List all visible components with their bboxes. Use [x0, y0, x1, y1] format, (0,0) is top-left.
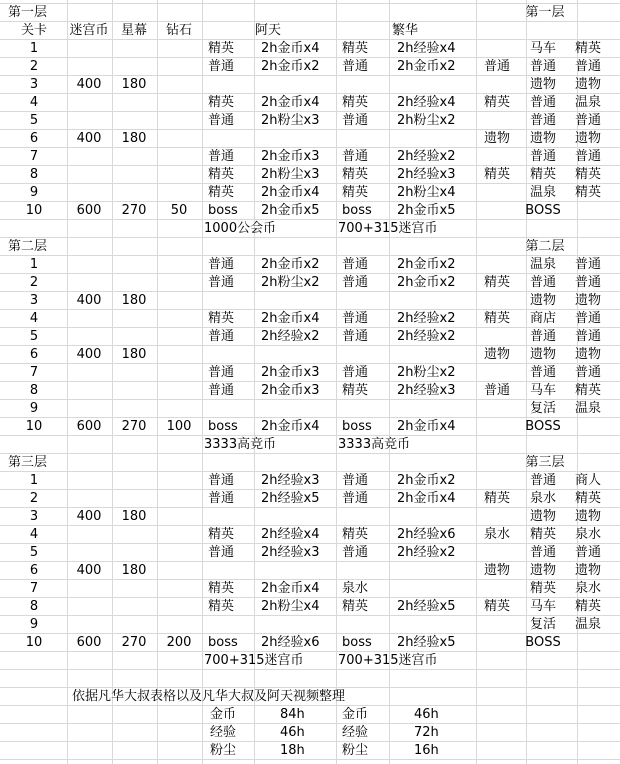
floor-3-row-7-path-3: 泉水	[574, 581, 602, 596]
floor-2-row-2-stage: 2	[29, 275, 39, 290]
floor-1-row-5-fanhua-type: 普通	[342, 113, 369, 128]
floor-2-row-5-atian-reward: 2h经验x2	[261, 329, 320, 344]
floor-3-row-9-stage: 9	[29, 617, 39, 632]
summary-row-3-col-3: 粉尘	[342, 743, 369, 758]
floor-2-row-7-path-2: 普通	[529, 365, 557, 380]
floor-1-row-10-stage: 10	[25, 203, 43, 218]
floor-3-row-3-path-2: 遗物	[529, 509, 557, 524]
floor-1-title: 第一层	[8, 5, 48, 20]
floor-2-row-8-path-2: 马车	[529, 383, 557, 398]
floor-3-row-8-atian-type: 精英	[208, 599, 235, 614]
source-note: 依据凡华大叔表格以及凡华大叔及阿天视频整理	[72, 689, 346, 704]
floor-1-row-3-path-2: 遗物	[529, 77, 557, 92]
summary-row-3-col-4: 16h	[414, 743, 439, 758]
floor-2-row-2-fanhua-type: 普通	[342, 275, 369, 290]
floor-3-row-8-path-3: 精英	[574, 599, 602, 614]
floor-3-row-1-fanhua-type: 普通	[342, 473, 369, 488]
floor-2-row-6-stage: 6	[29, 347, 39, 362]
floor-2-row-3-path-2: 遗物	[529, 293, 557, 308]
floor-1-row-4-path-2: 普通	[529, 95, 557, 110]
floor-1-row-7-path-2: 普通	[529, 149, 557, 164]
floor-1-row-5-path-3: 普通	[574, 113, 602, 128]
floor-1-row-9-stage: 9	[29, 185, 39, 200]
floor-3-row-10-maze-coins: 600	[76, 635, 102, 650]
floor-3-row-8-stage: 8	[29, 599, 39, 614]
floor-2-row-8-stage: 8	[29, 383, 39, 398]
floor-1-row-6-stage: 6	[29, 131, 39, 146]
floor-1-row-5-stage: 5	[29, 113, 39, 128]
floor-3-row-8-path-1: 精英	[483, 599, 511, 614]
floor-3-row-6-maze-coins: 400	[76, 563, 102, 578]
floor-2-row-5-atian-type: 普通	[208, 329, 235, 344]
floor-2-row-2-atian-type: 普通	[208, 275, 235, 290]
floor-2-row-9-stage: 9	[29, 401, 39, 416]
floor-2-row-5-path-2: 普通	[529, 329, 557, 344]
floor-2-row-2-path-3: 普通	[574, 275, 602, 290]
floor-1-row-8-fanhua-reward: 2h经验x3	[397, 167, 456, 182]
floor-2-row-7-atian-type: 普通	[208, 365, 235, 380]
floor-2-reward-fanhua: 3333高竞币	[338, 437, 411, 452]
floor-1-row-9-path-3: 精英	[574, 185, 602, 200]
floor-2-row-2-atian-reward: 2h粉尘x2	[261, 275, 320, 290]
floor-3-row-2-fanhua-reward: 2h金币x4	[397, 491, 456, 506]
floor-3-row-7-path-2: 精英	[529, 581, 557, 596]
floor-2-row-4-atian-reward: 2h金币x4	[261, 311, 320, 326]
floor-1-row-2-fanhua-reward: 2h金币x2	[397, 59, 456, 74]
floor-1-row-9-fanhua-type: 精英	[342, 185, 369, 200]
floor-1-row-10-atian-type: boss	[208, 203, 238, 218]
floor-1-row-1-path-2: 马车	[529, 41, 557, 56]
floor-1-row-3-maze-coins: 400	[76, 77, 102, 92]
floor-2-row-8-atian-reward: 2h金币x3	[261, 383, 320, 398]
floor-2-row-4-atian-type: 精英	[208, 311, 235, 326]
floor-3-row-8-path-2: 马车	[529, 599, 557, 614]
floor-3-row-5-fanhua-type: 普通	[342, 545, 369, 560]
floor-2-row-9-path-3: 温泉	[574, 401, 602, 416]
floor-1-row-6-path-3: 遗物	[574, 131, 602, 146]
floor-1-row-8-atian-reward: 2h粉尘x3	[261, 167, 320, 182]
floor-1-header-star-curtain: 星幕	[120, 23, 148, 38]
floor-3-row-6-star-curtain: 180	[121, 563, 147, 578]
floor-1-row-6-star-curtain: 180	[121, 131, 147, 146]
summary-row-2-col-4: 72h	[414, 725, 439, 740]
floor-2-row-1-path-3: 普通	[574, 257, 602, 272]
floor-3-row-1-fanhua-reward: 2h金币x2	[397, 473, 456, 488]
floor-1-row-9-path-2: 温泉	[529, 185, 557, 200]
floor-3-row-2-path-2: 泉水	[529, 491, 557, 506]
floor-1-row-2-path-2: 普通	[529, 59, 557, 74]
floor-2-row-3-path-3: 遗物	[574, 293, 602, 308]
floor-1-row-8-path-1: 精英	[483, 167, 511, 182]
floor-1-row-7-fanhua-reward: 2h经验x2	[397, 149, 456, 164]
floor-1-row-8-fanhua-type: 精英	[342, 167, 369, 182]
floor-2-row-4-path-3: 普通	[574, 311, 602, 326]
floor-1-row-8-atian-type: 精英	[208, 167, 235, 182]
floor-3-row-4-path-3: 泉水	[574, 527, 602, 542]
floor-3-row-8-fanhua-reward: 2h经验x5	[397, 599, 456, 614]
floor-1-row-5-path-2: 普通	[529, 113, 557, 128]
floor-2-row-2-path-1: 精英	[483, 275, 511, 290]
floor-1-row-7-atian-reward: 2h金币x3	[261, 149, 320, 164]
floor-1-row-6-path-2: 遗物	[529, 131, 557, 146]
floor-3-row-7-fanhua-type: 泉水	[342, 581, 369, 596]
floor-3-row-4-fanhua-reward: 2h经验x6	[397, 527, 456, 542]
floor-3-row-10-path-2: BOSS	[525, 635, 561, 650]
floor-3-row-4-path-1: 泉水	[483, 527, 511, 542]
floor-3-row-1-path-2: 普通	[529, 473, 557, 488]
floor-1-row-4-fanhua-type: 精英	[342, 95, 369, 110]
floor-2-row-9-path-2: 复活	[529, 401, 557, 416]
floor-3-row-10-fanhua-reward: 2h经验x5	[397, 635, 456, 650]
floor-1-header-atian: 阿天	[254, 23, 282, 38]
floor-2-row-5-stage: 5	[29, 329, 39, 344]
floor-1-row-8-stage: 8	[29, 167, 39, 182]
floor-3-row-2-path-3: 精英	[574, 491, 602, 506]
floor-2-row-4-path-2: 商店	[529, 311, 557, 326]
floor-2-title: 第二层	[8, 239, 48, 254]
floor-3-row-5-path-2: 普通	[529, 545, 557, 560]
floor-1-row-5-atian-reward: 2h粉尘x3	[261, 113, 320, 128]
floor-3-row-8-atian-reward: 2h粉尘x4	[261, 599, 320, 614]
floor-3-row-1-atian-type: 普通	[208, 473, 235, 488]
floor-2-row-8-fanhua-type: 精英	[342, 383, 369, 398]
floor-1-header-fanhua: 繁华	[391, 23, 419, 38]
summary-row-2-col-3: 经验	[342, 725, 369, 740]
floor-3-row-10-atian-reward: 2h经验x6	[261, 635, 320, 650]
floor-3-row-6-path-3: 遗物	[574, 563, 602, 578]
floor-3-row-3-star-curtain: 180	[121, 509, 147, 524]
floor-2-row-10-diamonds: 100	[166, 419, 192, 434]
floor-2-row-2-fanhua-reward: 2h金币x2	[397, 275, 456, 290]
floor-2-reward-atian: 3333高竞币	[204, 437, 277, 452]
floor-3-row-10-stage: 10	[25, 635, 43, 650]
floor-1-header-floor-map: 第一层	[525, 5, 565, 20]
floor-3-row-1-stage: 1	[29, 473, 39, 488]
floor-3-row-4-stage: 4	[29, 527, 39, 542]
floor-1-row-4-path-1: 精英	[483, 95, 511, 110]
floor-3-row-3-stage: 3	[29, 509, 39, 524]
floor-3-row-7-atian-type: 精英	[208, 581, 235, 596]
floor-1-row-10-star-curtain: 270	[121, 203, 147, 218]
floor-2-row-1-stage: 1	[29, 257, 39, 272]
floor-1-row-10-atian-reward: 2h金币x5	[261, 203, 320, 218]
floor-1-row-6-maze-coins: 400	[76, 131, 102, 146]
floor-1-row-4-atian-reward: 2h金币x4	[261, 95, 320, 110]
summary-row-3-col-1: 粉尘	[210, 743, 237, 758]
floor-3-reward-atian: 700+315迷宫币	[204, 653, 304, 668]
floor-3-row-5-atian-type: 普通	[208, 545, 235, 560]
floor-3-row-5-path-3: 普通	[574, 545, 602, 560]
summary-row-1-col-4: 46h	[414, 707, 439, 722]
floor-3-row-2-path-1: 精英	[483, 491, 511, 506]
floor-2-row-7-stage: 7	[29, 365, 39, 380]
floor-1-row-10-maze-coins: 600	[76, 203, 102, 218]
floor-2-row-6-star-curtain: 180	[121, 347, 147, 362]
summary-row-2-col-2: 46h	[280, 725, 305, 740]
floor-3-row-4-fanhua-type: 精英	[342, 527, 369, 542]
floor-3-row-10-atian-type: boss	[208, 635, 238, 650]
floor-1-row-1-fanhua-type: 精英	[342, 41, 369, 56]
floor-1-reward-fanhua: 700+315迷宫币	[338, 221, 438, 236]
floor-2-row-4-stage: 4	[29, 311, 39, 326]
summary-row-2-col-1: 经验	[210, 725, 237, 740]
floor-1-row-7-atian-type: 普通	[208, 149, 235, 164]
floor-1-header-maze-coins: 迷宫币	[69, 23, 109, 38]
floor-1-row-5-fanhua-reward: 2h粉尘x2	[397, 113, 456, 128]
floor-1-row-1-atian-type: 精英	[208, 41, 235, 56]
floor-3-row-6-stage: 6	[29, 563, 39, 578]
floor-3-row-10-fanhua-type: boss	[342, 635, 372, 650]
floor-1-row-1-stage: 1	[29, 41, 39, 56]
floor-2-row-5-fanhua-type: 普通	[342, 329, 369, 344]
floor-3-row-6-path-2: 遗物	[529, 563, 557, 578]
floor-2-row-4-fanhua-reward: 2h经验x2	[397, 311, 456, 326]
floor-3-row-4-path-2: 精英	[529, 527, 557, 542]
floor-1-row-8-path-3: 精英	[574, 167, 602, 182]
floor-1-row-5-atian-type: 普通	[208, 113, 235, 128]
floor-2-row-8-atian-type: 普通	[208, 383, 235, 398]
floor-1-row-10-diamonds: 50	[170, 203, 188, 218]
floor-1-row-1-path-3: 精英	[574, 41, 602, 56]
floor-2-row-10-maze-coins: 600	[76, 419, 102, 434]
floor-2-row-10-star-curtain: 270	[121, 419, 147, 434]
floor-2-row-10-atian-type: boss	[208, 419, 238, 434]
floor-2-row-8-fanhua-reward: 2h经验x3	[397, 383, 456, 398]
floor-1-row-1-atian-reward: 2h金币x4	[261, 41, 320, 56]
floor-3-row-3-path-3: 遗物	[574, 509, 602, 524]
floor-1-row-6-path-1: 遗物	[483, 131, 511, 146]
summary-row-3-col-2: 18h	[280, 743, 305, 758]
floor-1-row-2-path-3: 普通	[574, 59, 602, 74]
floor-2-row-10-atian-reward: 2h金币x4	[261, 419, 320, 434]
floor-2-row-6-path-1: 遗物	[483, 347, 511, 362]
floor-1-header-stage: 关卡	[20, 23, 48, 38]
floor-2-row-6-maze-coins: 400	[76, 347, 102, 362]
floor-1-row-1-fanhua-reward: 2h经验x4	[397, 41, 456, 56]
floor-3-reward-fanhua: 700+315迷宫币	[338, 653, 438, 668]
floor-3-header-floor-map: 第三层	[525, 455, 565, 470]
floor-2-row-8-path-1: 普通	[483, 383, 511, 398]
floor-1-row-9-atian-reward: 2h金币x4	[261, 185, 320, 200]
floor-2-row-7-fanhua-reward: 2h粉尘x2	[397, 365, 456, 380]
floor-2-row-1-path-2: 温泉	[529, 257, 557, 272]
floor-1-row-10-fanhua-reward: 2h金币x5	[397, 203, 456, 218]
floor-2-row-6-path-2: 遗物	[529, 347, 557, 362]
floor-3-row-7-atian-reward: 2h金币x4	[261, 581, 320, 596]
floor-3-row-3-maze-coins: 400	[76, 509, 102, 524]
floor-1-row-7-stage: 7	[29, 149, 39, 164]
floor-1-row-7-path-3: 普通	[574, 149, 602, 164]
floor-2-row-3-stage: 3	[29, 293, 39, 308]
floor-3-row-1-path-3: 商人	[574, 473, 602, 488]
floor-2-row-7-fanhua-type: 普通	[342, 365, 369, 380]
floor-3-title: 第三层	[8, 455, 48, 470]
floor-3-row-2-fanhua-type: 普通	[342, 491, 369, 506]
floor-3-row-4-atian-reward: 2h经验x4	[261, 527, 320, 542]
floor-1-row-3-path-3: 遗物	[574, 77, 602, 92]
floor-2-row-10-stage: 10	[25, 419, 43, 434]
floor-1-row-2-fanhua-type: 普通	[342, 59, 369, 74]
floor-1-row-3-star-curtain: 180	[121, 77, 147, 92]
summary-row-1-col-2: 84h	[280, 707, 305, 722]
floor-2-row-10-fanhua-type: boss	[342, 419, 372, 434]
floor-2-row-10-fanhua-reward: 2h金币x4	[397, 419, 456, 434]
floor-3-row-2-atian-type: 普通	[208, 491, 235, 506]
floor-2-row-3-star-curtain: 180	[121, 293, 147, 308]
floor-1-header-diamonds: 钻石	[165, 23, 193, 38]
floor-3-row-9-path-3: 温泉	[574, 617, 602, 632]
floor-2-row-5-fanhua-reward: 2h经验x2	[397, 329, 456, 344]
floor-3-row-5-stage: 5	[29, 545, 39, 560]
floor-1-row-4-fanhua-reward: 2h经验x4	[397, 95, 456, 110]
floor-1-row-9-atian-type: 精英	[208, 185, 235, 200]
floor-3-row-6-path-1: 遗物	[483, 563, 511, 578]
floor-3-row-10-diamonds: 200	[166, 635, 192, 650]
floor-2-row-1-fanhua-type: 普通	[342, 257, 369, 272]
summary-row-1-col-3: 金币	[342, 707, 369, 722]
floor-2-row-1-atian-reward: 2h金币x2	[261, 257, 320, 272]
floor-2-row-5-path-3: 普通	[574, 329, 602, 344]
floor-2-row-2-path-2: 普通	[529, 275, 557, 290]
summary-row-1-col-1: 金币	[210, 707, 237, 722]
floor-2-row-1-atian-type: 普通	[208, 257, 235, 272]
floor-3-row-5-fanhua-reward: 2h经验x2	[397, 545, 456, 560]
floor-2-header-floor-map: 第二层	[525, 239, 565, 254]
floor-3-row-10-star-curtain: 270	[121, 635, 147, 650]
floor-1-row-2-path-1: 普通	[483, 59, 511, 74]
floor-2-row-10-path-2: BOSS	[525, 419, 561, 434]
floor-2-row-7-path-3: 普通	[574, 365, 602, 380]
floor-2-row-4-path-1: 精英	[483, 311, 511, 326]
floor-1-row-8-path-2: 精英	[529, 167, 557, 182]
floor-1-row-4-path-3: 温泉	[574, 95, 602, 110]
floor-1-row-2-stage: 2	[29, 59, 39, 74]
floor-3-row-1-atian-reward: 2h经验x3	[261, 473, 320, 488]
floor-3-row-8-fanhua-type: 精英	[342, 599, 369, 614]
floor-1-row-10-fanhua-type: boss	[342, 203, 372, 218]
floor-2-row-3-maze-coins: 400	[76, 293, 102, 308]
floor-2-row-7-atian-reward: 2h金币x3	[261, 365, 320, 380]
floor-3-row-4-atian-type: 精英	[208, 527, 235, 542]
floor-1-row-10-path-2: BOSS	[525, 203, 561, 218]
floor-1-reward-atian: 1000公会币	[204, 221, 277, 236]
floor-3-row-9-path-2: 复活	[529, 617, 557, 632]
floor-2-row-1-fanhua-reward: 2h金币x2	[397, 257, 456, 272]
floor-2-row-6-path-3: 遗物	[574, 347, 602, 362]
floor-2-row-8-path-3: 精英	[574, 383, 602, 398]
floor-3-row-2-stage: 2	[29, 491, 39, 506]
floor-1-row-3-stage: 3	[29, 77, 39, 92]
floor-1-row-2-atian-reward: 2h金币x2	[261, 59, 320, 74]
floor-1-row-9-fanhua-reward: 2h粉尘x4	[397, 185, 456, 200]
floor-1-row-4-stage: 4	[29, 95, 39, 110]
floor-1-row-7-fanhua-type: 普通	[342, 149, 369, 164]
floor-3-row-5-atian-reward: 2h经验x3	[261, 545, 320, 560]
floor-1-row-4-atian-type: 精英	[208, 95, 235, 110]
floor-1-row-2-atian-type: 普通	[208, 59, 235, 74]
floor-3-row-2-atian-reward: 2h经验x5	[261, 491, 320, 506]
floor-3-row-7-stage: 7	[29, 581, 39, 596]
floor-2-row-4-fanhua-type: 普通	[342, 311, 369, 326]
